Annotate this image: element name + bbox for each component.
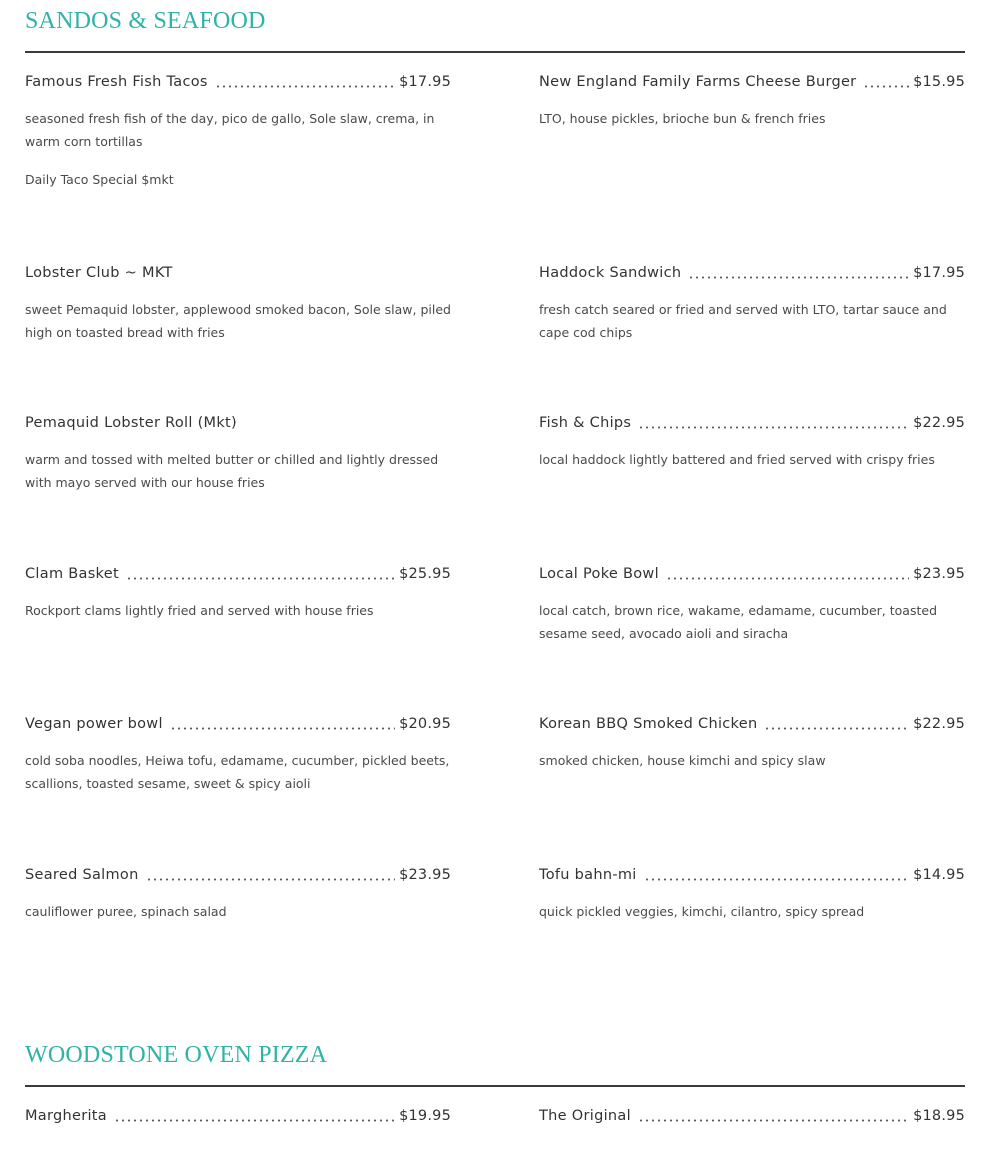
item-description: fresh catch seared or fried and served with LTO, tartar sauce and cape cod chips xyxy=(539,302,947,340)
item-price: $23.95 xyxy=(399,867,451,883)
dot-leader xyxy=(215,76,395,88)
item-name: Clam Basket xyxy=(25,566,119,582)
item-name: New England Family Farms Cheese Burger xyxy=(539,74,857,90)
item-name: Korean BBQ Smoked Chicken xyxy=(539,716,758,732)
item-note: Daily Taco Special $mkt xyxy=(25,172,174,187)
menu-item-lobster-roll xyxy=(25,415,451,494)
dot-leader xyxy=(644,869,909,881)
item-description: Rockport clams lightly fried and served with house fries xyxy=(25,603,374,618)
dot-leader xyxy=(666,568,909,580)
dot-leader xyxy=(638,1110,909,1122)
item-description: local haddock lightly battered and fried served with crispy fries xyxy=(539,452,935,467)
menu-item-cheese-burger xyxy=(539,74,965,131)
dot-leader xyxy=(764,718,909,730)
section-title-sandos: SANDOS & SEAFOOD xyxy=(25,8,266,34)
menu-item-haddock-sandwich xyxy=(539,265,965,344)
dot-leader xyxy=(638,417,909,429)
section-divider xyxy=(25,1085,965,1087)
menu-item-fish-tacos xyxy=(25,74,451,190)
item-price: $19.95 xyxy=(399,1108,451,1124)
item-price: $15.95 xyxy=(913,74,965,90)
item-description: warm and tossed with melted butter or chilled and lightly dressed with mayo served with our house fries xyxy=(25,452,439,490)
item-name: Seared Salmon xyxy=(25,867,139,883)
item-price: $17.95 xyxy=(399,74,451,90)
item-description: seasoned fresh fish of the day, pico de gallo, Sole slaw, crema, in warm corn tortillas xyxy=(25,111,435,149)
item-price: $18.95 xyxy=(913,1108,965,1124)
dot-leader xyxy=(126,568,395,580)
menu-item-clam-basket xyxy=(25,566,451,623)
section-title-pizza: WOODSTONE OVEN PIZZA xyxy=(25,1042,328,1068)
item-price: $23.95 xyxy=(913,566,965,582)
item-price: $20.95 xyxy=(399,716,451,732)
item-price: $14.95 xyxy=(913,867,965,883)
dot-leader xyxy=(688,267,909,279)
item-price: $17.95 xyxy=(913,265,965,281)
menu-item-vegan-bowl xyxy=(25,716,451,795)
item-name: Lobster Club ~ MKT xyxy=(25,265,173,281)
item-name: Famous Fresh Fish Tacos xyxy=(25,74,208,90)
item-name: Fish & Chips xyxy=(539,415,632,431)
item-description: local catch, brown rice, wakame, edamame, cucumber, toasted sesame seed, avocado aioli and siracha xyxy=(539,603,937,641)
item-description: cold soba noodles, Heiwa tofu, edamame, cucumber, pickled beets, scallions, toasted sesame, sweet & spicy aioli xyxy=(25,753,450,791)
item-name: Margherita xyxy=(25,1108,107,1124)
item-description: smoked chicken, house kimchi and spicy slaw xyxy=(539,753,826,768)
dot-leader xyxy=(114,1110,395,1122)
item-price: $22.95 xyxy=(913,415,965,431)
item-name: Local Poke Bowl xyxy=(539,566,659,582)
menu-item-lobster-club xyxy=(25,265,451,344)
item-name: Vegan power bowl xyxy=(25,716,163,732)
item-name: Haddock Sandwich xyxy=(539,265,682,281)
section-divider xyxy=(25,51,965,53)
menu-item-fish-chips xyxy=(539,415,965,472)
item-description: sweet Pemaquid lobster, applewood smoked bacon, Sole slaw, piled high on toasted bread with fries xyxy=(25,302,451,340)
menu-item-poke-bowl xyxy=(539,566,965,645)
item-description: cauliflower puree, spinach salad xyxy=(25,904,227,919)
item-price: $25.95 xyxy=(399,566,451,582)
dot-leader xyxy=(863,76,909,88)
dot-leader xyxy=(146,869,395,881)
item-name: Tofu bahn-mi xyxy=(539,867,637,883)
item-name: The Original xyxy=(539,1108,631,1124)
item-description: quick pickled veggies, kimchi, cilantro, spicy spread xyxy=(539,904,865,919)
menu-item-seared-salmon xyxy=(25,867,451,924)
menu-item-the-original xyxy=(539,1108,965,1128)
dot-leader xyxy=(170,718,395,730)
menu-item-korean-bbq xyxy=(539,716,965,773)
menu-item-margherita xyxy=(25,1108,451,1128)
item-price: $22.95 xyxy=(913,716,965,732)
menu-item-tofu-bahn-mi xyxy=(539,867,965,924)
item-description: LTO, house pickles, brioche bun & french fries xyxy=(539,111,826,126)
item-name: Pemaquid Lobster Roll (Mkt) xyxy=(25,415,237,431)
